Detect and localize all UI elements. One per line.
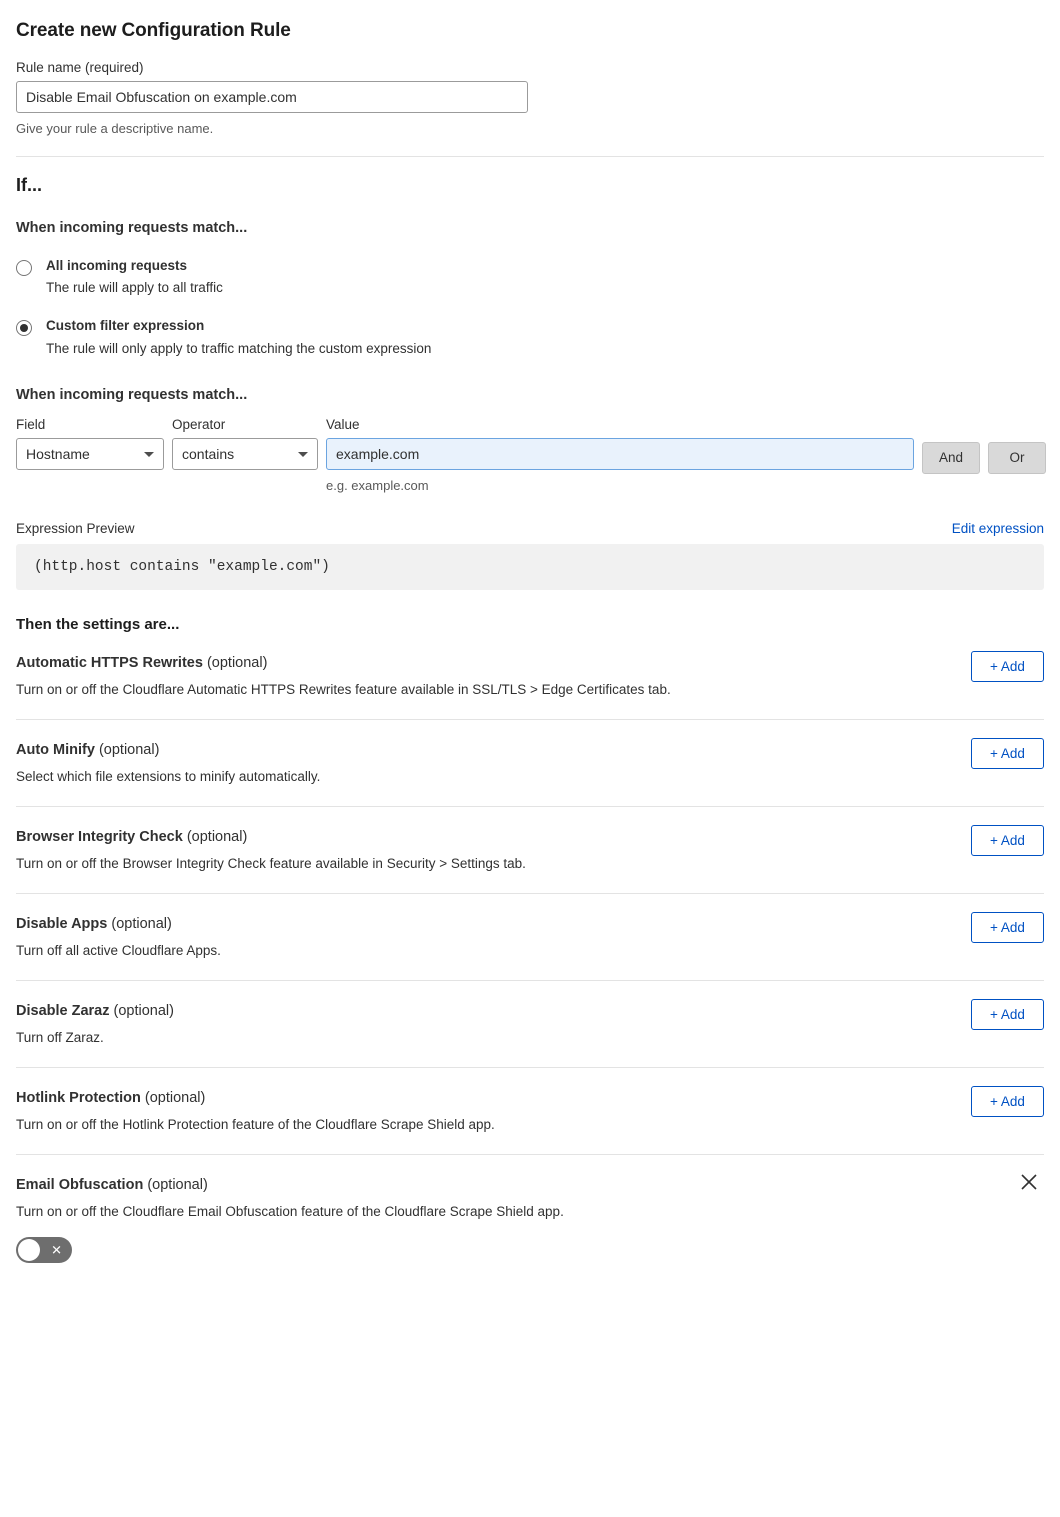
setting-description: Select which file extensions to minify automatically.: [16, 768, 321, 784]
add-button[interactable]: + Add: [971, 825, 1044, 856]
field-select-value: Hostname: [26, 445, 90, 462]
setting-title: [16, 655, 1044, 671]
divider-1: [16, 156, 1044, 157]
add-button[interactable]: + Add: [971, 651, 1044, 682]
setting-auto-minify: [16, 720, 1044, 807]
value-label: Value: [326, 416, 360, 432]
setting-title: [16, 742, 1044, 758]
add-button[interactable]: + Add: [971, 738, 1044, 769]
setting-optional: (optional): [186, 828, 248, 845]
operator-select-value: contains: [182, 445, 235, 462]
radio-description: The rule will apply to all traffic: [46, 280, 223, 296]
add-button[interactable]: + Add: [971, 912, 1044, 943]
operator-label: Operator: [172, 416, 226, 432]
expression-preview-header: [16, 521, 1044, 536]
radio-label: Custom filter expression: [46, 318, 205, 334]
setting-description: Turn off all active Cloudflare Apps.: [16, 942, 221, 958]
rule-name-label: Rule name (required): [16, 60, 144, 75]
setting-title: [16, 1177, 1044, 1193]
setting-optional: (optional): [98, 741, 160, 758]
setting-hotlink-protection: [16, 1068, 1044, 1155]
radio-icon-selected[interactable]: [16, 320, 32, 336]
if-section-heading: If...: [16, 175, 42, 195]
toggle-off-icon: ✕: [51, 1242, 62, 1258]
setting-optional: (optional): [111, 915, 172, 932]
setting-optional: (optional): [206, 654, 268, 671]
radio-option-custom-filter-expression[interactable]: [16, 318, 1044, 356]
and-button[interactable]: And: [922, 442, 980, 474]
setting-disable-apps: [16, 894, 1044, 981]
setting-title: [16, 829, 1044, 845]
operator-column: [172, 417, 318, 470]
radio-icon[interactable]: [16, 260, 32, 276]
rule-name-group: [16, 60, 1044, 136]
setting-automatic-https-rewrites: [16, 633, 1044, 720]
setting-name: Disable Apps: [16, 915, 108, 932]
expression-preview-label: Expression Preview: [16, 520, 135, 536]
setting-description: Turn on or off the Cloudflare Email Obfuscation feature of the Cloudflare Scrape Shield app.: [16, 1203, 564, 1219]
radio-description: The rule will only apply to traffic matching the custom expression: [46, 340, 432, 356]
rule-name-help: Give your rule a descriptive name.: [16, 121, 214, 136]
setting-description: Turn off Zaraz.: [16, 1029, 104, 1045]
rule-name-input[interactable]: Disable Email Obfuscation on example.com: [16, 81, 528, 113]
value-hint: e.g. example.com: [326, 477, 429, 493]
operator-select[interactable]: [172, 438, 318, 470]
then-section-heading: Then the settings are...: [16, 615, 180, 633]
setting-title: [16, 1003, 1044, 1019]
setting-browser-integrity-check: [16, 807, 1044, 894]
radio-label: All incoming requests: [46, 258, 188, 273]
setting-description: Turn on or off the Browser Integrity Check feature available in Security > Settings tab.: [16, 855, 526, 871]
setting-disable-zaraz: [16, 981, 1044, 1068]
or-button[interactable]: Or: [988, 442, 1046, 474]
expression-preview-box: (http.host contains "example.com"): [16, 544, 1044, 590]
chevron-down-icon: [144, 452, 154, 457]
setting-name: Automatic HTTPS Rewrites: [16, 654, 203, 671]
email-obfuscation-toggle[interactable]: [16, 1237, 72, 1263]
chevron-down-icon: [298, 452, 308, 457]
setting-name: Email Obfuscation: [16, 1176, 144, 1193]
value-column: [326, 417, 914, 493]
match-heading: When incoming requests match...: [16, 220, 248, 236]
expression-builder-row: [16, 417, 1044, 493]
add-button[interactable]: + Add: [971, 1086, 1044, 1117]
setting-title: [16, 1090, 1044, 1106]
setting-name: Browser Integrity Check: [16, 828, 183, 845]
setting-title: [16, 916, 1044, 932]
setting-name: Disable Zaraz: [16, 1002, 110, 1019]
setting-email-obfuscation: [16, 1155, 1044, 1285]
value-input[interactable]: example.com: [326, 438, 914, 470]
page-title: Create new Configuration Rule: [16, 20, 291, 41]
setting-optional: (optional): [144, 1089, 206, 1106]
setting-description: Turn on or off the Cloudflare Automatic HTTPS Rewrites feature available in SSL/TLS > Edge Certificates tab.: [16, 681, 671, 697]
field-column: [16, 417, 164, 470]
setting-description: Turn on or off the Hotlink Protection feature of the Cloudflare Scrape Shield app.: [16, 1116, 495, 1132]
add-button[interactable]: + Add: [971, 999, 1044, 1030]
edit-expression-link[interactable]: Edit expression: [951, 520, 1044, 536]
setting-name: Auto Minify: [16, 741, 95, 758]
toggle-knob: [18, 1239, 40, 1261]
setting-optional: (optional): [147, 1176, 208, 1193]
field-select[interactable]: [16, 438, 164, 470]
field-label: Field: [16, 416, 46, 432]
close-icon[interactable]: [1018, 1171, 1040, 1193]
setting-name: Hotlink Protection: [16, 1089, 141, 1106]
logic-buttons: [922, 417, 1046, 474]
setting-optional: (optional): [113, 1002, 174, 1019]
radio-option-all-incoming-requests[interactable]: [16, 258, 1044, 296]
expression-builder-heading: When incoming requests match...: [16, 386, 248, 403]
